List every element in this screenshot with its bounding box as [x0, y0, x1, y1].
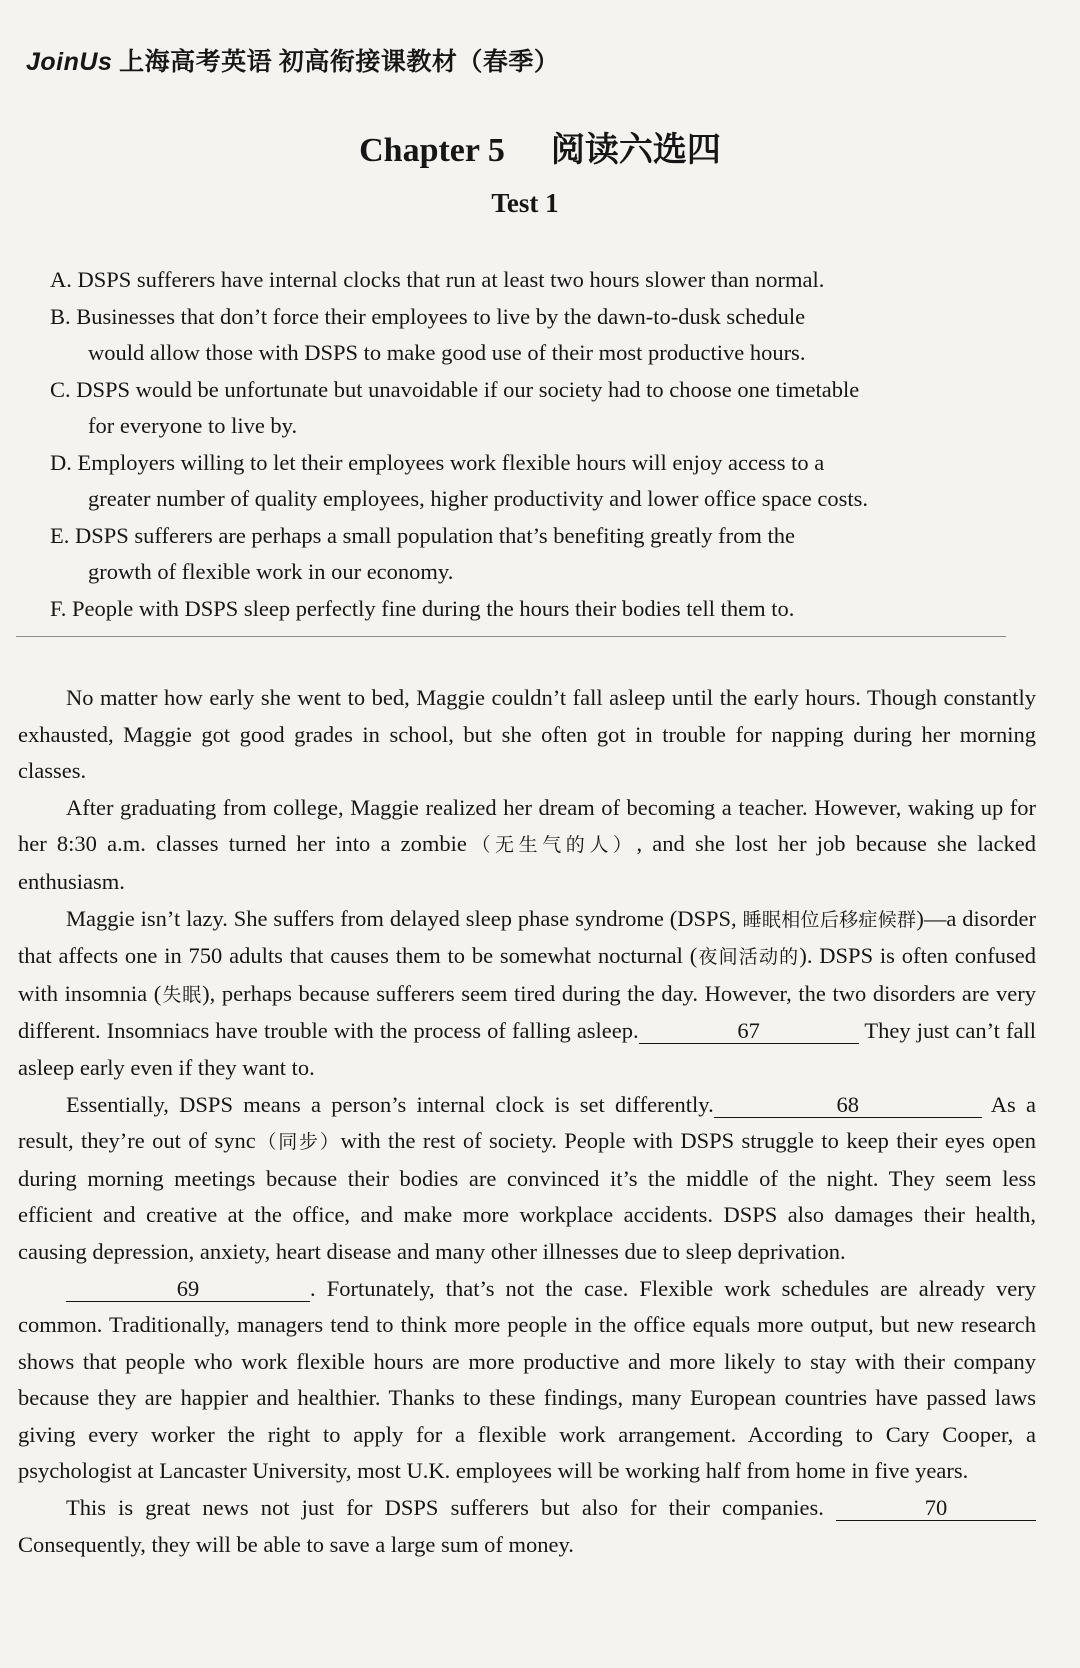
option-a: [50, 262, 1010, 299]
text-run: They just can’t fall asleep early even if they want to.: [18, 1018, 1036, 1080]
paragraph-6: [18, 1490, 1036, 1563]
test-title: Test 1: [491, 188, 559, 218]
chinese-gloss: 睡眠相位后移症候群: [742, 908, 917, 931]
blank-68[interactable]: 68: [714, 1093, 982, 1118]
option-text-continued: greater number of quality employees, higher productivity and lower office space costs.: [88, 486, 868, 511]
option-c: [50, 372, 1010, 445]
text-run: )—a disorder that affects one in 750 adults that causes them to be somewhat nocturnal (: [18, 905, 1036, 969]
option-letter: E.: [50, 522, 70, 548]
chinese-gloss: 失眠: [161, 983, 203, 1006]
text-run: with the rest of society. People with DSPS struggle to keep their eyes open during morning meetings because their bodies are convinced it’s the middle of the night. They seem less efficient and creative at the office, and make more workplace accidents. DSPS also damages their health, causing depression, anxiety, heart disease and many other illnesses due to sleep deprivation.: [18, 1128, 1036, 1264]
option-text-continued: growth of flexible work in our economy.: [88, 559, 454, 584]
paragraph-5: [18, 1271, 1036, 1491]
text-run: ). DSPS is often confused with insomnia (: [18, 943, 1036, 1006]
paragraph-3: [18, 901, 1036, 1087]
paragraph-1: No matter how early she went to bed, Maggie couldn’t fall asleep until the early hours. Though constantly exhausted, Maggie got good grades in school, but she often got in trouble for napping during her morning classes.: [18, 685, 1036, 784]
text-run: After graduating from college, Maggie realized her dream of becoming a teacher. However, waking up for her 8:30 a.m. classes turned her into a zombie: [18, 794, 1036, 857]
answer-options: [50, 262, 1010, 627]
reading-passage: [18, 680, 1036, 1563]
blank-69[interactable]: 69: [66, 1277, 310, 1302]
paragraph-4: [18, 1087, 1036, 1271]
option-b: [50, 299, 1010, 372]
chinese-gloss: 夜间活动的: [697, 946, 800, 969]
text-run: Consequently, they will be able to save a large sum of money.: [18, 1531, 574, 1557]
option-text: DSPS sufferers have internal clocks that run at least two hours slower than normal.: [77, 267, 825, 292]
option-e: [50, 518, 1010, 591]
chinese-gloss: （同步）: [255, 1131, 341, 1154]
option-letter: D.: [50, 449, 72, 475]
option-text: Employers willing to let their employees work flexible hours will enjoy access to a: [77, 449, 825, 475]
text-run: ), perhaps because sufferers seem tired during the day. However, the two disorders are very different. Insomniacs have trouble with the process of falling asleep.: [18, 980, 1036, 1044]
chapter-title: [0, 122, 1080, 171]
option-text: DSPS would be unfortunate but unavoidable if our society had to choose one timetable: [76, 376, 860, 402]
text-run: As a result, they’re out of sync: [18, 1091, 1037, 1154]
option-d: [50, 445, 1010, 518]
text-run: This is great news not just for DSPS sufferers but also for their companies.: [66, 1495, 824, 1521]
chinese-gloss: （无生气的人）: [466, 834, 637, 857]
option-text: People with DSPS sleep perfectly fine during the hours their bodies tell them to.: [71, 595, 795, 621]
option-letter: C.: [50, 376, 71, 402]
paragraph-2: [18, 790, 1036, 901]
running-header: [26, 42, 559, 78]
chapter-name: 阅读六选四: [550, 132, 721, 169]
text-run: . Fortunately, that’s not the case. Flexible work schedules are already very common. Traditionally, managers tend to think more people in the office equals more output, but new research shows that people who work flexible hours are more productive and more likely to stay with their company because they are happier and healthier. Thanks to these findings, many European countries have passed laws giving every worker the right to apply for a flexible work arrangement. According to Cary Cooper, a psychologist at Lancaster University, most U.K. employees will be working half from home in five years.: [18, 1275, 1036, 1484]
option-letter: B.: [50, 303, 71, 329]
option-f: [50, 591, 1010, 628]
section-divider: [16, 636, 1006, 637]
text-run: Maggie isn’t lazy. She suffers from delayed sleep phase syndrome (DSPS,: [66, 905, 737, 931]
option-text-continued: would allow those with DSPS to make good use of their most productive hours.: [88, 340, 806, 365]
text-run: Essentially, DSPS means a person’s internal clock is set differently.: [66, 1091, 714, 1117]
option-letter: F.: [50, 595, 67, 621]
option-letter: A.: [50, 267, 72, 292]
option-text: Businesses that don’t force their employees to live by the dawn-to-dusk schedule: [76, 303, 806, 329]
option-text-continued: for everyone to live by.: [88, 413, 298, 438]
chapter-number: Chapter 5: [359, 132, 505, 169]
blank-67[interactable]: 67: [639, 1019, 859, 1044]
text-run: , and she lost her job because she lacked enthusiasm.: [18, 831, 1037, 894]
option-text: DSPS sufferers are perhaps a small population that’s benefiting greatly from the: [75, 522, 796, 548]
brand-logo-text: JoinUs: [26, 48, 113, 76]
header-subtitle: 上海高考英语 初高衔接课教材（春季）: [119, 49, 560, 76]
blank-70[interactable]: 70: [836, 1496, 1036, 1521]
